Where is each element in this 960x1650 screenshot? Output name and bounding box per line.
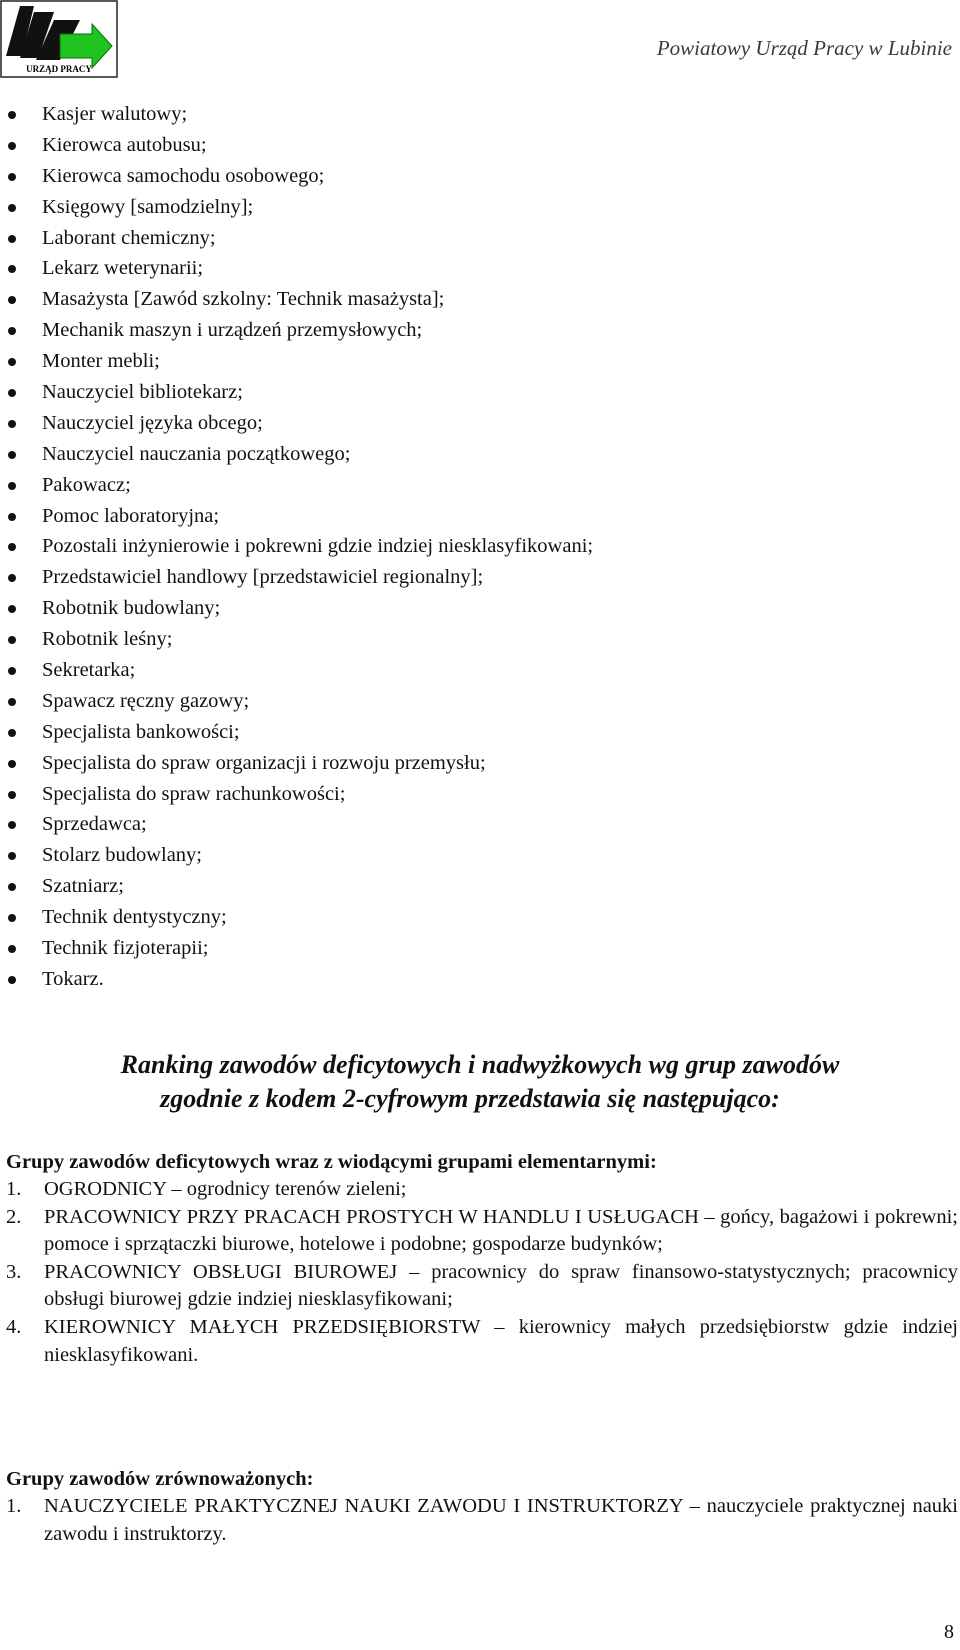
occupation-item: Technik dentystyczny; [0, 902, 940, 933]
occupation-item: Sekretarka; [0, 655, 940, 686]
logo-text: URZĄD PRACY [26, 64, 92, 74]
occupation-item: Księgowy [samodzielny]; [0, 192, 940, 223]
group-item-text: OGRODNICY – ogrodnicy terenów zieleni; [44, 1178, 407, 1200]
group-item [6, 1259, 958, 1314]
group-item-number: 4. [6, 1315, 22, 1338]
occupation-item: Nauczyciel bibliotekarz; [0, 377, 940, 408]
group-item [6, 1176, 958, 1204]
balanced-groups-list [6, 1493, 958, 1548]
occupation-item: Lekarz weterynarii; [0, 253, 940, 284]
occupation-list [0, 99, 940, 995]
occupation-item: Specjalista do spraw organizacji i rozwoju przemysłu; [0, 748, 940, 779]
deficit-groups-section [6, 1149, 958, 1369]
occupation-item: Mechanik maszyn i urządzeń przemysłowych; [0, 315, 940, 346]
group-item [6, 1314, 958, 1369]
occupation-item: Przedstawiciel handlowy [przedstawiciel regionalny]; [0, 562, 940, 593]
occupation-item: Tokarz. [0, 964, 940, 995]
group-item-text: KIEROWNICY MAŁYCH PRZEDSIĘBIORSTW – kierownicy małych przedsiębiorstw gdzie indziej niesklasyfikowani. [44, 1315, 958, 1366]
occupation-item: Kierowca samochodu osobowego; [0, 161, 940, 192]
balanced-groups-heading: Grupy zawodów zrównoważonych: [6, 1468, 314, 1490]
occupation-item: Pozostali inżynierowie i pokrewni gdzie indziej niesklasyfikowani; [0, 531, 940, 562]
occupation-item: Kasjer walutowy; [0, 99, 940, 130]
group-item-number: 1. [6, 1178, 22, 1200]
occupation-item: Szatniarz; [0, 871, 940, 902]
occupation-item: Specjalista do spraw rachunkowości; [0, 779, 940, 810]
urzad-pracy-logo [0, 0, 118, 78]
occupation-item: Robotnik budowlany; [0, 593, 940, 624]
ranking-title-line2: zgodnie z kodem 2-cyfrowym przedstawia się następująco: [160, 1084, 780, 1113]
group-item-text: PRACOWNICY PRZY PRACACH PROSTYCH W HANDLU I USŁUGACH – gońcy, bagażowi i pokrewni; pomoce i sprzątaczki biurowe, hotelowe i podobne; gospodarze budynków; [44, 1205, 958, 1256]
occupation-item: Nauczyciel języka obcego; [0, 408, 940, 439]
header-title: Powiatowy Urząd Pracy w Lubinie [656, 36, 952, 60]
ranking-title [0, 1048, 960, 1116]
group-item [6, 1493, 958, 1548]
group-item-number: 3. [6, 1260, 22, 1283]
group-item-text: PRACOWNICY OBSŁUGI BIUROWEJ – pracownicy do spraw finansowo-statystycznych; pracownicy obsługi biurowej gdzie indziej niesklasyfikowani; [44, 1260, 958, 1311]
deficit-groups-heading: Grupy zawodów deficytowych wraz z wiodącymi grupami elementarnymi: [6, 1151, 657, 1173]
occupation-item: Stolarz budowlany; [0, 840, 940, 871]
occupation-item: Pakowacz; [0, 470, 940, 501]
group-item-number: 2. [6, 1205, 22, 1228]
occupation-item: Monter mebli; [0, 346, 940, 377]
occupation-item: Spawacz ręczny gazowy; [0, 686, 940, 717]
balanced-groups-section [6, 1466, 958, 1548]
occupation-item: Specjalista bankowości; [0, 717, 940, 748]
occupation-item: Masażysta [Zawód szkolny: Technik masażysta]; [0, 284, 940, 315]
occupation-item: Sprzedawca; [0, 809, 940, 840]
ranking-title-line1: Ranking zawodów deficytowych i nadwyżkowych wg grup zawodów [120, 1050, 840, 1079]
group-item-text: NAUCZYCIELE PRAKTYCZNEJ NAUKI ZAWODU I INSTRUKTORZY – nauczyciele praktycznej nauki zawodu i instruktorzy. [44, 1495, 958, 1545]
group-item [6, 1204, 958, 1259]
occupation-item: Nauczyciel nauczania początkowego; [0, 439, 940, 470]
occupation-item: Pomoc laboratoryjna; [0, 501, 940, 532]
occupation-item: Laborant chemiczny; [0, 223, 940, 254]
occupation-item: Kierowca autobusu; [0, 130, 940, 161]
page-number: 8 [944, 1621, 954, 1643]
deficit-groups-list [6, 1176, 958, 1369]
occupation-item: Robotnik leśny; [0, 624, 940, 655]
occupation-item: Technik fizjoterapii; [0, 933, 940, 964]
group-item-number: 1. [6, 1495, 22, 1517]
